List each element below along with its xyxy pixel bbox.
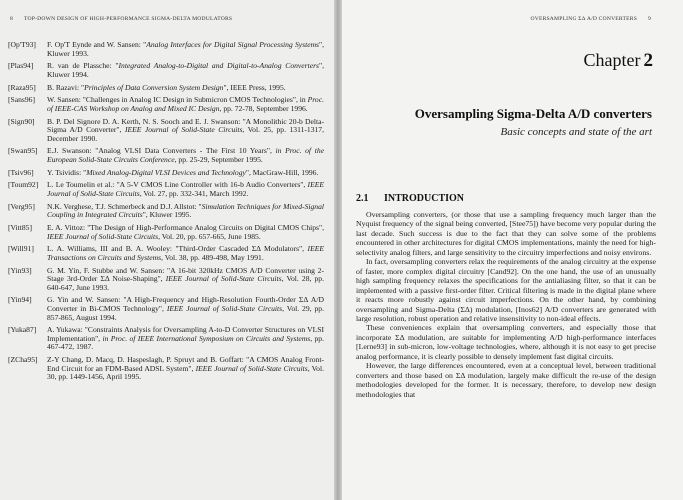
reference-authors: E.J. Swanson: "Analog VLSI Data Converters - The First 10 Years", [47,146,276,156]
left-running-head: TOP-DOWN DESIGN OF HIGH-PERFORMANCE SIGMA-DELTA MODULATORS [24,16,233,22]
reference-title: IEEE Journal of Solid-State Circuits [195,363,308,373]
reference-entry [8,356,324,382]
reference-key: [Yin93] [8,265,32,275]
reference-title: Simulation Techniques for Mixed-Signal Coupling in Integrated Circuits [47,201,324,220]
reference-details: ", MacGraw-Hill, 1996. [245,167,319,177]
reference-details: ", Kluwer 1993. [47,40,325,58]
reference-authors: F. Op'T Eynde and W. Sansen: " [47,40,147,49]
reference-entry [8,41,324,58]
reference-key: [Yuka87] [8,325,37,335]
reference-entry [8,147,324,164]
reference-text [47,296,324,322]
left-page-number: 8 [10,16,13,22]
reference-details: , Vol. 28, pp. 640-647, June 1993. [47,274,324,292]
reference-text [47,118,324,144]
reference-entry [8,296,324,322]
reference-entry [8,203,324,220]
reference-details: , Vol. 25, pp. 1311-1317, December 1990. [47,125,324,143]
reference-text [47,326,324,352]
reference-details: , Vol. 38, pp. 489-498, May 1991. [161,252,264,262]
reference-title: in Proc. of the European Solid-State Circuits Conference [47,146,324,164]
section-title: INTRODUCTION [384,193,465,204]
reference-text [47,181,324,198]
right-page-number: 9 [648,16,651,22]
reference-authors: L. Le Toumelin et al.: "A 5-V CMOS Line Controller with 16-b Audio Converters", [47,180,308,190]
paragraph: In fact, oversampling converters relax the requirements of the analog circuitry at the expense of faster, more complex digital circuitry [Cand92]. On the one hand, the use of an unusually high sampling frequency relaxes the specifications for the antialiasing filter, so that it can be implemented with a passive first-order filter. Critical filtering is made in the digital plane where it reacts more robustly against circuit imperfections. On the other hand, by combining oversampling and Sigma-Delta (ΣΔ) modulation, [Inos62] A/D converters are generated with large resolution, robust operation and relative insensitivity to non-ideal effects. [356,257,656,323]
reference-entry [8,224,324,241]
reference-key: [Yin94] [8,295,32,305]
reference-title: Integrated Analog-to-Digital and Digital-to-Analog Converters [118,61,319,71]
reference-details: , Vol. 20, pp. 657-665, June 1985. [158,231,261,241]
paragraph: However, the large differences encountered, even at a conceptual level, between traditional converters and those based on ΣΔ modulation, largely make difficult the re-use of the design methodologies developed for the former. It is necessary, therefore, to develop new design methodologies that [356,361,656,399]
paragraph: Oversampling converters, (or those that use a sampling frequency much larger than the Nyquist frequency of the signal being converted, [Stee75]) have become very popular during the last decade. Such success is due to the fact that they can solve some of the problems encountered in other architectures for digital CMOS implementations, mainly the need for high-selectivity analog filters, and large sensitivity to the circuitry imperfections and noisy environs. [356,210,656,257]
reference-key: [Tsiv96] [8,167,34,177]
reference-title: Mixed Analog-Digital VLSI Devices and Technology [86,167,246,177]
reference-authors: W. Sansen: "Challenges in Analog IC Design in Submicron CMOS Technologies", in [47,95,308,105]
reference-key: [Sans96] [8,95,35,105]
reference-title: IEEE Transactions on Circuits and Systems [47,244,324,262]
reference-entry [8,118,324,144]
reference-authors: B. Razavi: " [47,82,85,92]
reference-key: [Sign90] [8,116,35,126]
reference-title: IEEE Journal of Solid-State Circuits [47,180,324,198]
reference-details: ", Kluwer 1994. [47,61,324,79]
chapter-word: Chapter [583,50,641,70]
reference-title: Principles of Data Conversion System Design [84,82,224,92]
reference-text [47,203,324,220]
chapter-heading [584,50,653,72]
right-running-head: OVERSAMPLING ΣΔ A/D CONVERTERS [530,16,637,22]
reference-authors: R. van de Plassche: " [47,61,119,71]
reference-details: , Vol. 29, pp. 857-865, August 1994. [47,303,324,322]
reference-text [47,169,324,178]
chapter-title: Oversampling Sigma-Delta A/D converters [414,106,652,121]
reference-title: IEEE Journal of Solid-State Circuits [47,231,159,241]
reference-text [47,41,324,58]
reference-entry [8,245,324,262]
reference-title: in Proc. of IEEE International Symposium on Circuits and Systems [102,333,311,343]
reference-authors: E. A. Vittoz: "The Design of High-Performance Analog Circuits on Digital CMOS Chips", [47,222,324,232]
reference-details: , pp. 72-78, September 1996. [219,103,308,113]
chapter-number: 2 [643,50,653,71]
reference-authors: Y. Tsividis: " [47,167,87,177]
reference-details: , Vol. 27, pp. 332-341, March 1992. [139,188,249,198]
reference-text [47,224,324,241]
reference-title: IEEE Journal of Solid-State Circuits [166,303,283,313]
reference-list [8,41,324,386]
reference-title: Analog Interfaces for Digital Signal Processing Systems [146,40,320,49]
right-page [342,0,683,500]
reference-authors: G. M. Yin, F. Stubbe and W. Sansen: "A 16-bit 320kHz CMOS A/D Converter using 2-Stage 3rd-Order ΣΔ Noise-Shaping", [47,265,324,284]
reference-authors: G. Yin and W. Sansen: "A High-Frequency and High-Resolution Fourth-Order ΣΔ A/D Converter in Bi-CMOS Technology", [47,295,324,313]
reference-text [47,245,324,262]
reference-text [47,267,324,293]
reference-title: IEEE Journal of Solid-State Circuits [165,274,282,284]
section-heading [356,193,464,204]
reference-text [47,147,324,164]
reference-details: , pp. 467-472, 1987. [47,333,325,352]
reference-entry [8,96,324,113]
reference-authors: Z-Y Chang, D. Macq, D. Haspeslagh, P. Spruyt and B. Goffart: "A CMOS Analog Front-End Circuit for an FDM-Based ADSL System", [47,355,324,373]
reference-text [47,356,324,382]
reference-key: [ZCha95] [8,355,38,365]
paragraph: These conveniences explain that oversampling converters, and especially those that incorporate ΣΔ modulation, are suitable for implementing A/D high-performance interfaces [Lerne93] in sub-micron, low-voltage technologies, where, although it is not easy to get precise analog performance, it is clearly possible to densely implement fast digital circuits. [356,323,656,361]
reference-entry [8,169,324,178]
reference-entry [8,62,324,79]
body-text [356,210,656,399]
reference-key: [Raza95] [8,82,36,92]
reference-key: [Toum92] [8,180,39,190]
book-gutter [334,0,342,500]
reference-entry [8,84,324,93]
reference-entry [8,181,324,198]
chapter-subtitle: Basic concepts and state of the art [500,126,652,138]
reference-key: [Verg95] [8,201,35,211]
reference-authors: L. A. Williams, III and B. A. Wooley: "Third-Order Cascaded ΣΔ Modulators", [47,244,308,254]
reference-authors: N.K. Verghese, T.J. Schmerbeck and D.J. Allstot: " [47,201,202,211]
reference-details: ", IEEE Press, 1995. [223,82,286,92]
reference-entry [8,326,324,352]
reference-entry [8,267,324,293]
reference-authors: B. P. Del Signore D. A. Kerth, N. S. Sooch and E. J. Swanson: "A Monolithic 20-b Delta-Sigma A/D Converter", [47,116,324,135]
reference-text [47,96,324,113]
reference-details: ", Kluwer 1995. [142,210,192,220]
reference-key: [Swan95] [8,146,38,156]
reference-details: , pp. 25-29, September 1995. [174,155,263,164]
reference-authors: A. Yukawa: "Constraints Analysis for Oversampling A-to-D Converter Structures on VLSI Implementation", [47,325,324,343]
reference-text [47,84,324,93]
reference-key: [Vitt85] [8,222,33,232]
reference-text [47,62,324,79]
section-number: 2.1 [356,193,369,204]
reference-title: Proc. of IEEE-CAS Workshop on Analog and Mixed IC Design [47,95,324,113]
reference-details: , Vol. 30, pp. 1449-1456, April 1995. [47,363,324,382]
reference-key: [Will91] [8,244,34,254]
reference-key: [Plas94] [8,61,34,71]
reference-key: [Op'T93] [8,40,36,49]
reference-title: IEEE Journal of Solid-State Circuits [124,125,243,135]
left-page [0,0,334,500]
